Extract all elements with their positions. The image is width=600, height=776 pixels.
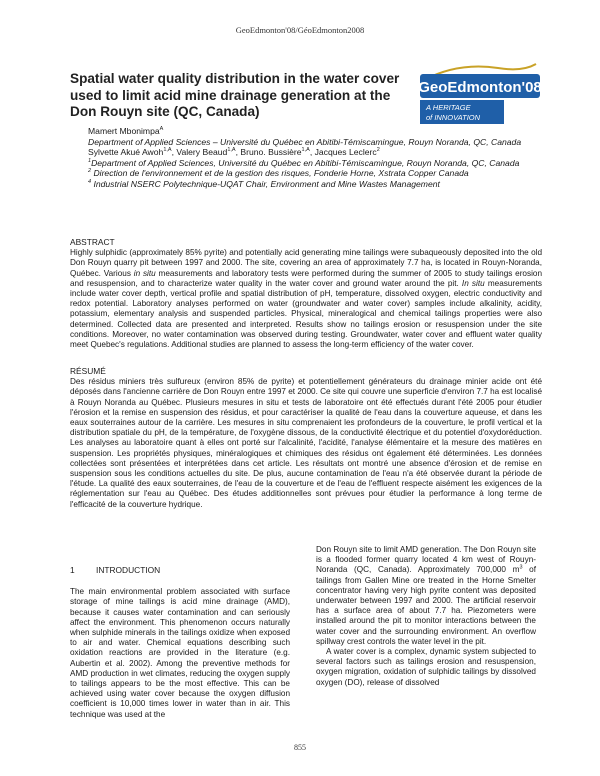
affiliation-2 (88, 168, 558, 179)
paper-title: Spatial water quality distribution in the water cover used to limit acid mine drainage generation at the Don Rouyn site (QC, Canada) (70, 71, 400, 119)
introduction-paragraph: The main environmental problem associated with surface storage of mine tailings is acid mine drainage (AMD), because it causes water contamination and can seriously affect the environment. This phenomenon occurs naturally when sulphide minerals in the tailings oxidize when exposed to air and water. Chemical equations describing such oxidation reactions are provided in the literature (e.g. Aubertin et al. 2002). Among the preventive methods for AMD production in wet climates, reducing the oxygen supply to tailings appears to be the most effective. This can be achieved using water cover because the oxygen diffusion coefficient is 10,000 times lower in water than in air. This technique was used at the (70, 587, 290, 719)
author-block (88, 126, 558, 190)
paragraph-text: of tailings from Gallen Mine ore treated in the Horne Smelter concentrator having very high pyrite content was deposited underwater between 1997 and 2000. The artificial reservoir has a surface area of about 7.7 ha. Piezometers were installed around the pit to monitor interactions between the water cover and the surrounding environment. An overflow spillway crest controls the water level in the pit. (316, 565, 536, 646)
affiliation-1 (88, 158, 558, 169)
author-name: Jacques Leclerc (314, 147, 377, 158)
resume-text: Des résidus miniers très sulfureux (environ 85% de pyrite) et potentiellement générateurs du drainage minier acide ont été déposés dans l'ancienne carrière de Don Rouyn entre 1997 et 2000. Ce site qui couvre une superficie d'environ 7.7 ha est localisé à Rouyn Noranda au Québec. Plusieurs mesures in situ et tests de laboratoire ont été effectués durant l'été 2005 pour étudier l'érosion et la remise en suspension des résidus, et pour caractériser la qualité de l'eau dans la couverture aqueuse, et dans les eaux souterraines autour de la carrière. Les mesures in situ comprenaient les profondeurs de la couverture, le profil vertical et la distribution spatiale du pH, de la température, de l'oxygène dissous, de la conductivité électrique et du potentiel d'oxydoréduction. Les analyses au laboratoire quant à elles ont porté sur l'alcalinité, l'acidité, l'analyse élémentaire et la mesure des matières en suspension. Les propriétés physiques, minéralogiques et chimiques des résidus ont également été déterminées. Les données collectées sont présentées et interprétées dans cet article. Les résultats ont montré une absence d'érosion et de remise en suspension sous les conditions actuelles du site. De plus, aucune contamination de l'eau n'a été observée durant la période de l'étude. La qualité des eaux souterraines, de l'eau de la couverture et de l'eau de l'effluent respecte aisément les exigences de la réglementation sur l'eau au Québec. Des études additionnelles sont prévues pour étudier la performance à long terme de l'efficacité de la couverture hydrique. (70, 377, 542, 509)
introduction-heading (70, 565, 290, 575)
author-sup: A (159, 126, 164, 133)
author-name: Sylvette Akué Awoh (88, 147, 164, 158)
author-sup: 1,A (301, 147, 310, 154)
author-name: Bruno. Bussière (240, 147, 302, 158)
running-header: GeoEdmonton'08/GéoEdmonton2008 (235, 25, 365, 35)
affiliation-sup: 2 (88, 168, 92, 175)
introduction-paragraph (316, 545, 536, 647)
abstract-text-part: Highly sulphidic (approximately 85% pyrite) and potentially acid generating mine tailings were subaqueously deposited into the old Don Rouyn quarry pit between 1997 and 2000. The site, covering an area of approximately 7.7 ha, is located in Rouyn-Noranda, Québec. Various (70, 248, 542, 278)
page-number: 855 (294, 743, 306, 752)
abstract-text-part: measurements include water cover depth, vertical profile and spatial distribution of pH, temperature, dissolved oxygen, electric conductivity and redox potential. Laboratory analyses performed on water (groundwater and water cover) samples include alkalinity, acidity, potassium, elementary analysis and suspended particles. Physical, mineralogical and chemical tailings properties were also determined. Collected data are presented and interpreted. Results show no tailings erosion or resuspension under the site conditions. Moreover, no water contamination was observed during testing. Groundwater, water cover and effluent water quality meet Quebec's regulations. Additional studies are planned to assess the long-term efficiency of the water cover. (70, 278, 542, 350)
logo-tagline-line1: A HERITAGE (426, 103, 471, 112)
affiliation-text: Direction de l'environnement et de la gestion des risques, Fonderie Horne, Xstrata Copper Canada (93, 168, 469, 179)
abstract-text-italic: in situ (133, 268, 156, 278)
geoedmonton-logo-graphic (418, 60, 542, 128)
resume-section (70, 366, 542, 510)
geoedmonton-logo (418, 60, 542, 128)
author-line-1 (88, 126, 558, 137)
introduction-left-column (70, 565, 290, 720)
introduction-right-column (316, 545, 536, 688)
abstract-text-part: measurements and laboratory tests were performed during the summer of 2005 to study tailings erosion and resuspension, and to characterize water quality in the water cover and ground water around the pit. (70, 268, 543, 288)
abstract-text (70, 248, 542, 350)
logo-tagline-line2: of INNOVATION (426, 113, 481, 122)
affiliation-text: Industrial NSERC Polytechnique-UQAT Chair, Environment and Mine Wastes Management (93, 178, 440, 189)
author-sup: 2 (376, 147, 380, 154)
abstract-section (70, 237, 542, 350)
abstract-text-italic: In situ (461, 278, 485, 288)
affiliation-a: Department of Applied Sciences – Université du Québec en Abitibi-Témiscamingue, Rouyn Noranda, QC, Canada (88, 136, 522, 147)
author-name: Valery Beaud (176, 147, 228, 158)
author-sup: 1,A (227, 147, 236, 154)
author-sup: 1,A (163, 147, 172, 154)
author-line-2: Sylvette Akué Awoh$^{1,A}$, Valery Beaud$^{1,A}$, Bruno. Bussière$^{1,A}$, Jacques Leclerc$^2$ (88, 147, 380, 158)
introduction-paragraph: A water cover is a complex, dynamic system subjected to several factors such as tailings erosion and resuspension, oxygen migration, oxidation of sulphidic tailings by dissolved oxygen (DO), release of dissolved (316, 647, 536, 687)
paragraph-text: Don Rouyn site to limit AMD generation. The Don Rouyn site is a flooded former quarry located 4 km west of Rouyn-Noranda (QC, Canada). Approximately 700,000 m (316, 545, 536, 575)
affiliation-sup: 1 (88, 157, 92, 164)
logo-wordmark: GeoEdmonton'08 (418, 79, 542, 96)
affiliation-sup: 4 (88, 179, 92, 186)
affiliation-4 (88, 179, 558, 190)
superscript: 3 (519, 564, 523, 571)
resume-heading: RÉSUMÉ (70, 366, 106, 376)
section-title: INTRODUCTION (96, 565, 161, 575)
affiliation-text: Department of Applied Sciences, Université du Québec en Abitibi-Témiscamingue, Rouyn Noranda, QC, Canada (91, 157, 520, 168)
section-number: 1 (70, 565, 75, 575)
author-name: Mamert Mbonimpa (88, 126, 160, 136)
abstract-heading: ABSTRACT (70, 237, 115, 247)
